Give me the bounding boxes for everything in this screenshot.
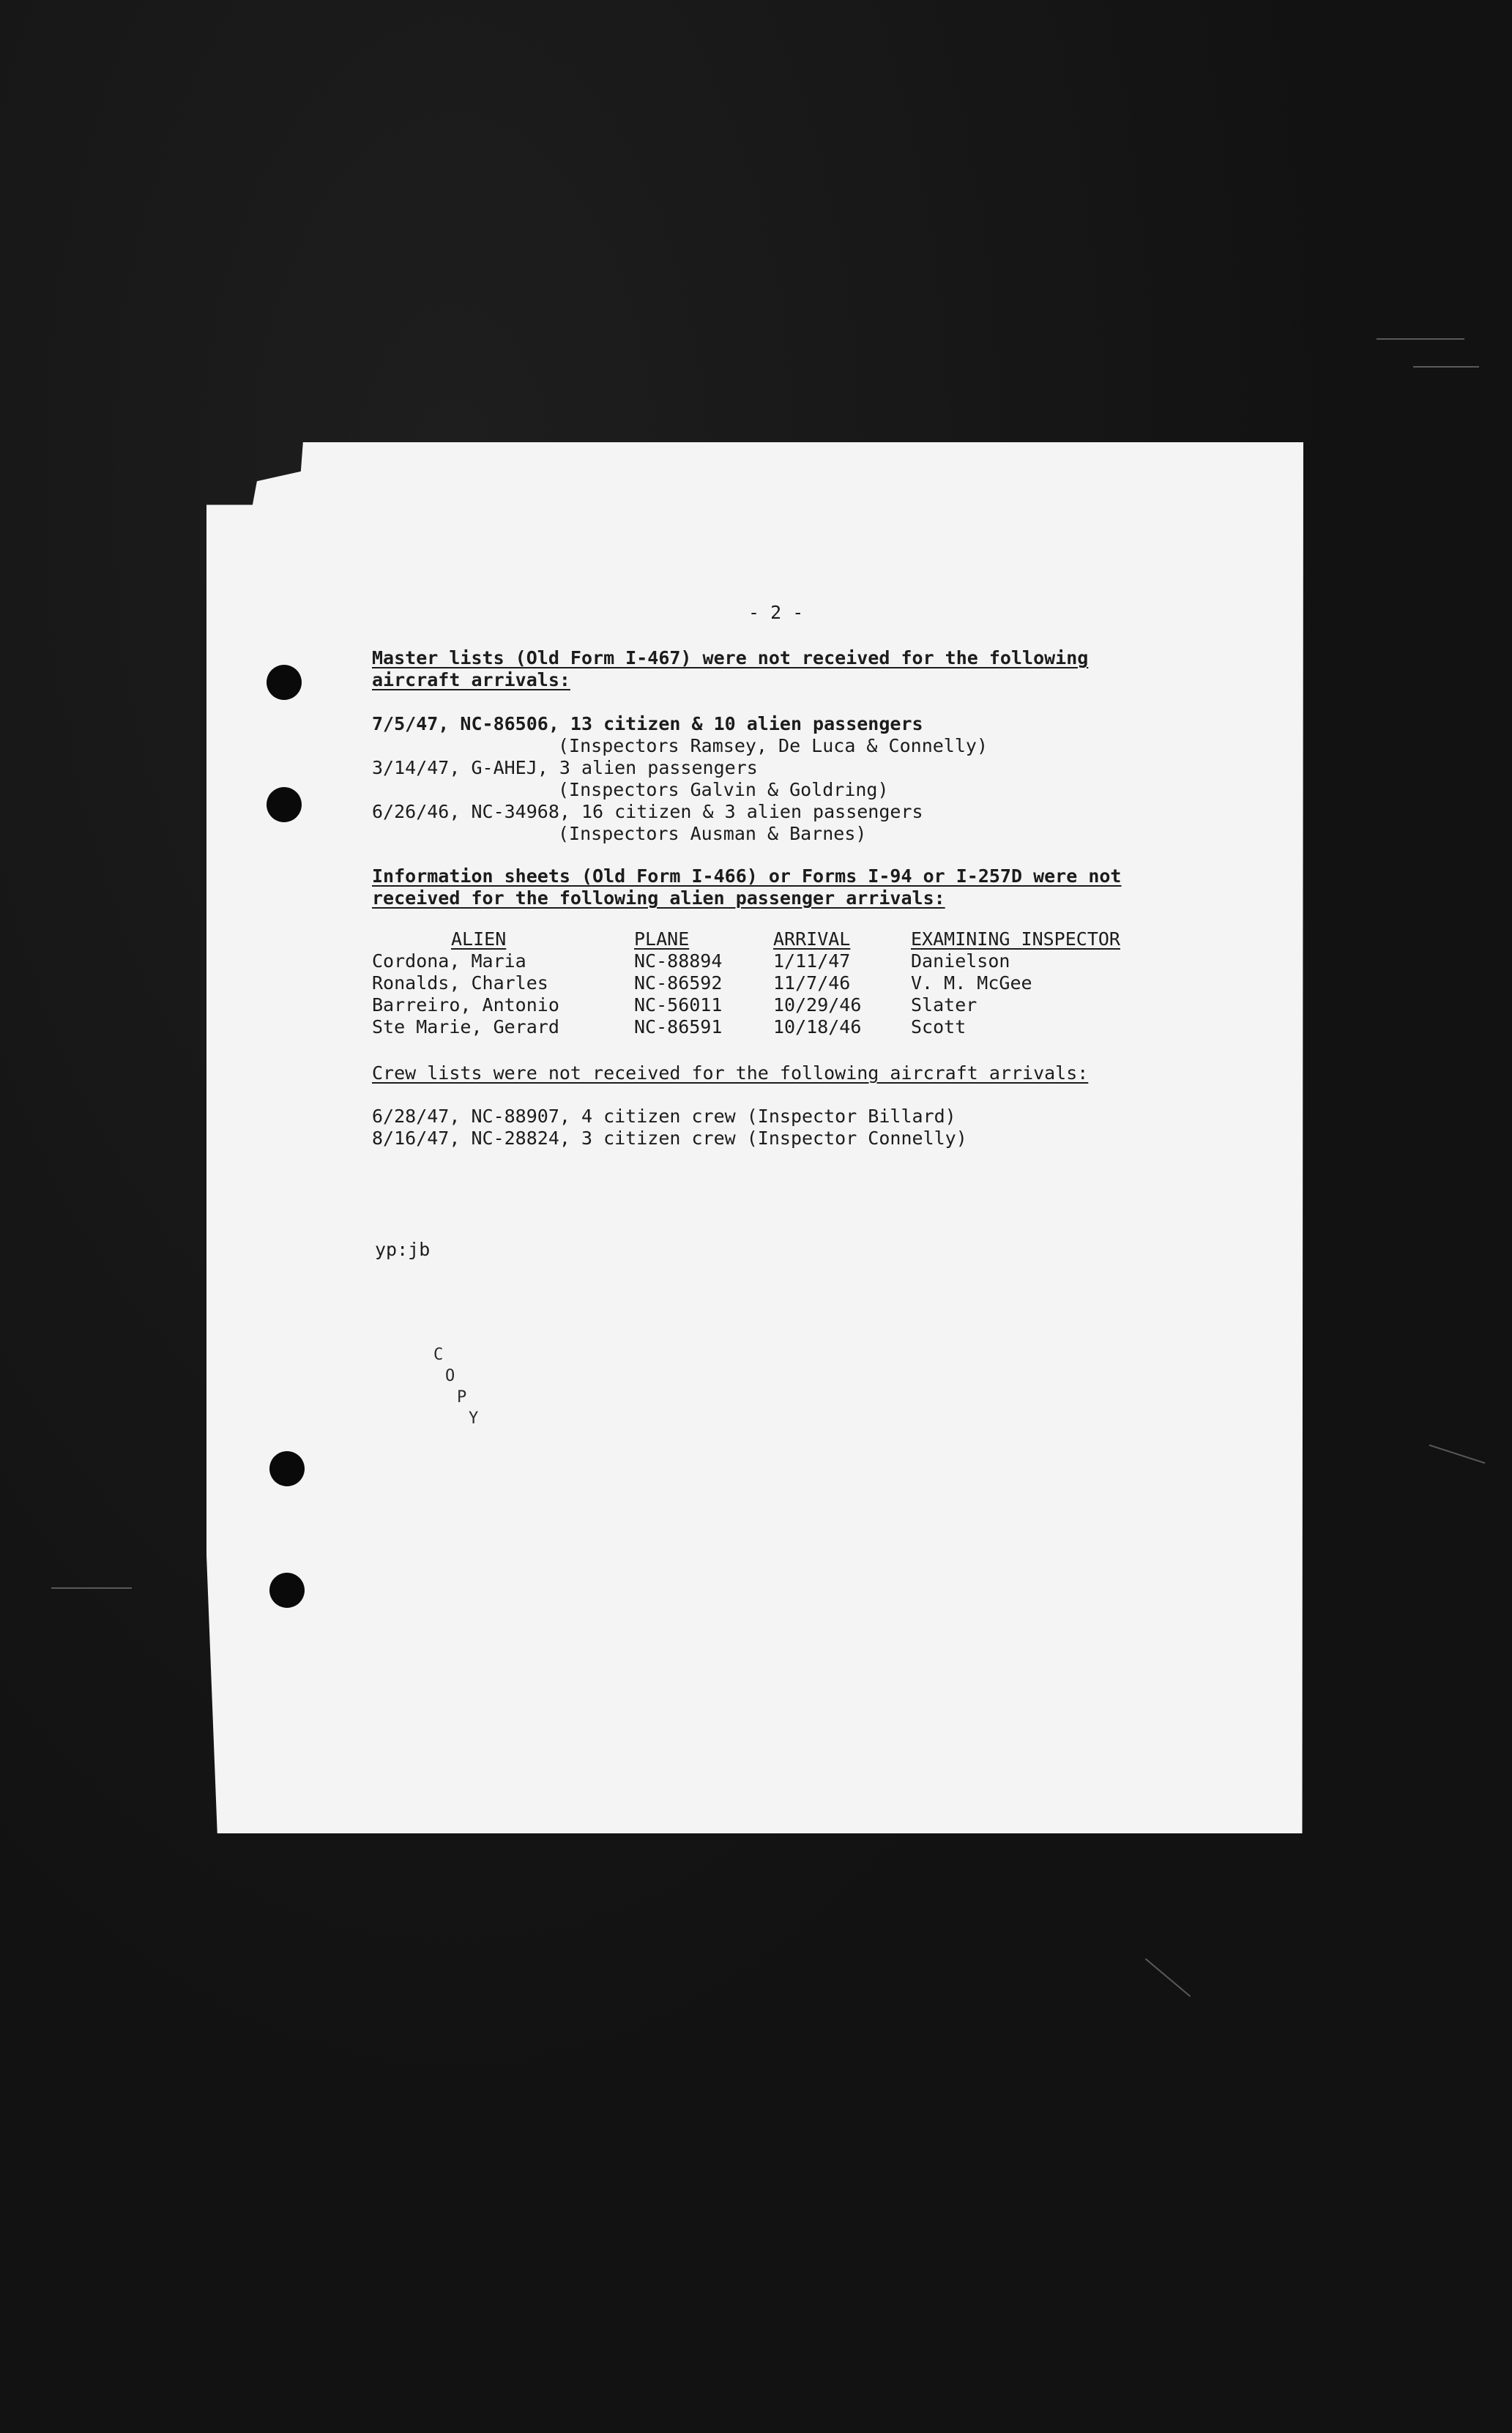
master-lists-heading: aircraft arrivals: [372,669,570,690]
crew-lists-heading: Crew lists were not received for the following aircraft arrivals: [372,1062,1089,1084]
table-cell-alien: Ronalds, Charles [372,972,548,994]
column-header-alien: ALIEN [451,928,507,950]
copy-stamp-letter: Y [469,1409,479,1428]
table-cell-inspector: Danielson [911,950,1010,972]
table-cell-inspector: Scott [911,1016,967,1037]
table-cell-plane: NC-86592 [634,972,723,994]
table-cell-arrival: 11/7/46 [773,972,851,994]
master-list-inspectors: (Inspectors Galvin & Goldring) [558,779,889,800]
punch-hole [267,787,302,822]
crew-list-entry: 6/28/47, NC-88907, 4 citizen crew (Inspector Billard) [372,1106,956,1127]
copy-stamp-letter: C [433,1346,444,1364]
master-list-entry: 6/26/46, NC-34968, 16 citizen & 3 alien passengers [372,801,923,822]
punch-hole [269,1451,305,1486]
table-cell-arrival: 10/18/46 [773,1016,862,1037]
table-cell-plane: NC-88894 [634,950,723,972]
master-list-inspectors: (Inspectors Ausman & Barnes) [558,823,867,844]
table-cell-plane: NC-86591 [634,1016,723,1037]
table-cell-arrival: 10/29/46 [773,994,862,1016]
table-cell-inspector: V. M. McGee [911,972,1032,994]
table-cell-plane: NC-56011 [634,994,723,1016]
column-header-plane: PLANE [634,928,690,950]
master-list-entry: 3/14/47, G-AHEJ, 3 alien passengers [372,757,758,778]
typist-initials: yp:jb [375,1239,431,1260]
scan-scratch [1413,366,1479,368]
page-number: - 2 - [748,602,804,623]
column-header-examining-inspector: EXAMINING INSPECTOR [911,928,1120,950]
table-cell-alien: Ste Marie, Gerard [372,1016,559,1037]
copy-stamp [433,1346,479,1431]
information-sheets-heading: received for the following alien passenger arrivals: [372,887,945,909]
master-list-inspectors: (Inspectors Ramsey, De Luca & Connelly) [558,735,988,756]
scan-scratch [1377,338,1464,340]
master-list-entry: 7/5/47, NC-86506, 13 citizen & 10 alien passengers [372,713,923,734]
master-lists-heading: Master lists (Old Form I-467) were not received for the following [372,647,1089,668]
copy-stamp-letter: O [445,1367,455,1385]
table-cell-arrival: 1/11/47 [773,950,851,972]
punch-hole [269,1573,305,1608]
crew-list-entry: 8/16/47, NC-28824, 3 citizen crew (Inspector Connelly) [372,1128,967,1149]
punch-hole [267,665,302,700]
column-header-arrival: ARRIVAL [773,928,851,950]
information-sheets-heading: Information sheets (Old Form I-466) or Forms I-94 or I-257D were not [372,865,1122,887]
scan-scratch [51,1587,132,1589]
copy-stamp-letter: P [457,1388,467,1406]
table-cell-alien: Cordona, Maria [372,950,526,972]
table-cell-inspector: Slater [911,994,977,1016]
table-cell-alien: Barreiro, Antonio [372,994,559,1016]
